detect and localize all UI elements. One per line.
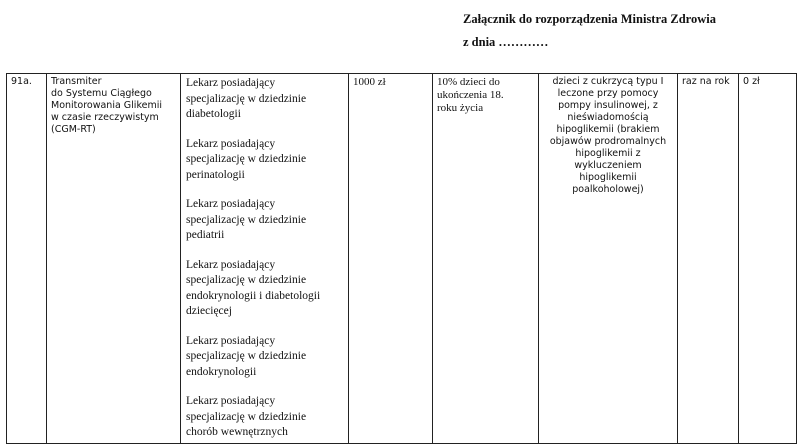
product-name-line: (CGM-RT) [51,124,96,135]
criteria-line: leczone przy pomocy [557,88,659,99]
prescriber-entry [186,258,344,320]
prescriber-entry [186,394,344,441]
prescriber-line: specjalizację w dziedzinie [186,410,307,423]
prescriber-line: specjalizację w dziedzinie [186,213,307,226]
criteria-line: hipoglikemii [579,172,637,183]
prescriber-entry [186,76,344,123]
prescriber-line: specjalizację w dziedzinie [186,153,307,165]
prescriber-line: perinatologii [186,168,245,181]
table-row [7,74,797,444]
prescriber-line: Lekarz posiadający [186,77,276,89]
annex-header [463,8,716,54]
prescriber-entry [186,334,344,381]
criteria-line: pompy insulinowej, z [558,100,658,111]
criteria-line: wykluczeniem [574,160,642,171]
annex-title: Załącznik do rozporządzenia Ministra Zdrowia [463,12,717,26]
copayment-line: roku życia [437,102,484,114]
prescriber-line: Lekarz posiadający [186,258,276,271]
prescriber-line: specjalizację w dziedzinie [186,92,307,105]
copayment-line: 10% dzieci do [437,76,500,88]
prescriber-line: pediatrii [186,229,225,241]
criteria-line: nieświadomością [567,112,649,123]
prescriber-line: specjalizację w dziedzinie [186,350,307,362]
prescriber-line: endokrynologii [186,365,257,378]
prescriber-entry [186,137,344,184]
criteria-cell [539,74,678,444]
prescriber-line: endokrynologii i diabetologii [186,289,321,302]
copayment-line: ukończenia 18. [437,89,504,101]
frequency-cell: raz na rok [678,74,739,444]
annex-date: z dnia ………… [463,35,549,49]
prescriber-line: Lekarz posiadający [186,137,276,150]
criteria-line: poalkoholowej) [572,184,644,195]
prescriber-line: chorób wewnętrznych [186,426,288,438]
criteria-line: hipoglikemii (brakiem [556,124,660,135]
product-name-line: Monitorowania Glikemii [51,100,162,111]
prescribers-cell [181,74,349,444]
product-name-line: Transmiter [51,76,102,87]
fee-cell: 0 zł [739,74,797,444]
prescriber-line: dziecięcej [186,305,232,317]
criteria-line: dzieci z cukrzycą typu I [552,76,664,87]
products-table [6,73,797,444]
prescriber-line: Lekarz posiadający [186,198,276,210]
criteria-line: objawów prodromalnych [549,136,667,147]
prescriber-line: diabetologii [186,108,241,120]
copayment-cell [433,74,539,444]
prescriber-line: specjalizację w dziedzinie [186,274,307,286]
product-name-cell [47,74,181,444]
prescriber-line: Lekarz posiadający [186,334,276,347]
product-name-line: do Systemu Ciągłego [51,88,152,99]
price-limit: 1000 zł [349,74,433,444]
product-name-line: w czasie rzeczywistym [51,112,159,123]
prescriber-line: Lekarz posiadający [186,395,276,407]
row-number: 91a. [7,74,47,444]
criteria-line: hipoglikemii z [575,148,641,159]
prescriber-entry [186,197,344,244]
